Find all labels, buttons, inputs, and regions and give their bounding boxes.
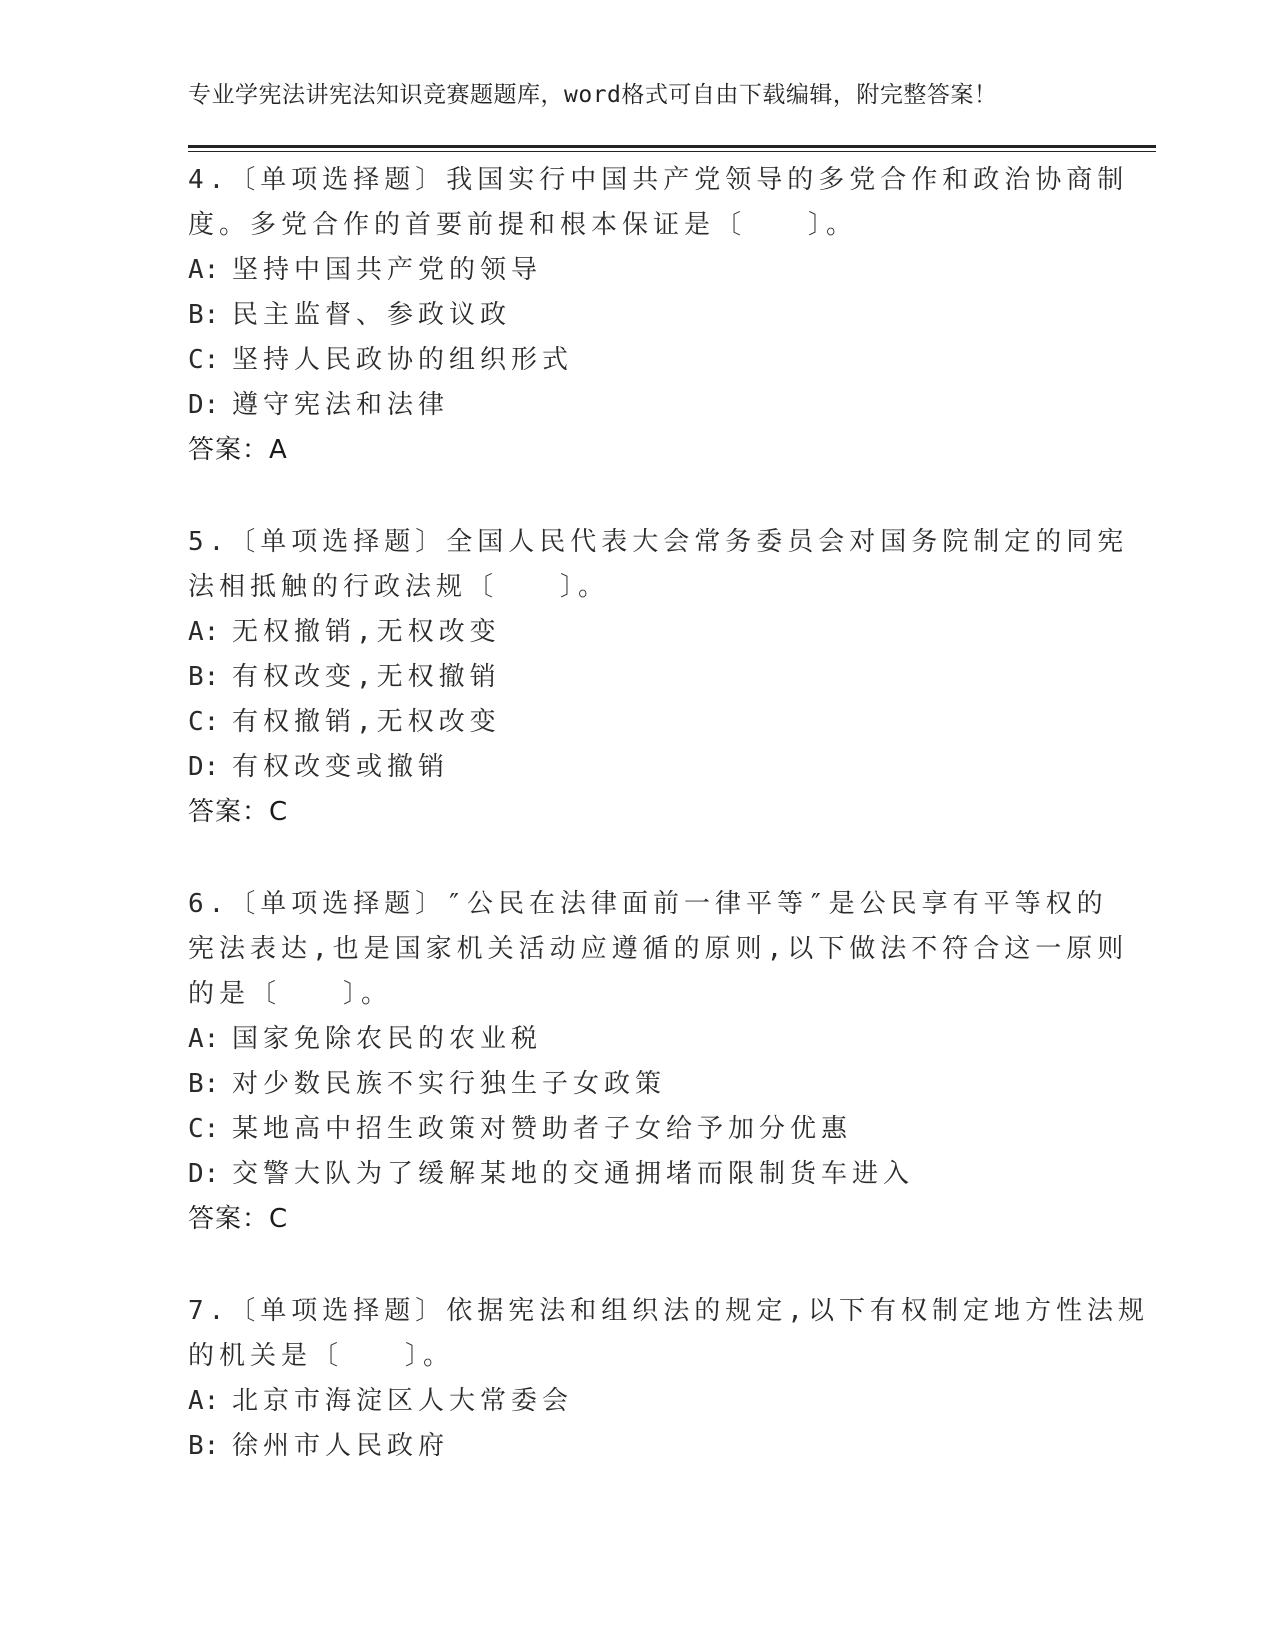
- header-rule-thin: [188, 151, 1156, 152]
- option-letter: C:: [188, 345, 220, 375]
- option-text: 交警大队为了缓解某地的交通拥堵而限制货车进入: [232, 1159, 915, 1189]
- option-text: 坚持人民政协的组织形式: [232, 345, 574, 375]
- page-header: 专业学宪法讲宪法知识竞赛题题库，word格式可自由下载编辑，附完整答案！: [188, 82, 998, 108]
- question-text-line: 6.〔单项选择题〕″公民在法律面前一律平等″是公民享有平等权的: [188, 889, 1108, 919]
- option-letter: B:: [188, 1069, 220, 1099]
- question-block: [188, 520, 1129, 835]
- option-text: 有权改变或撤销: [232, 752, 450, 782]
- answer-line: 答案：C: [188, 1204, 289, 1234]
- answer-line: 答案：C: [188, 797, 289, 827]
- option-row: [188, 745, 1088, 790]
- option-text: 北京市海淀区人大常委会: [232, 1386, 574, 1416]
- question-text-line: 4.〔单项选择题〕我国实行中国共产党领导的多党合作和政治协商制: [188, 165, 1129, 195]
- option-text: 国家免除农民的农业税: [232, 1024, 543, 1054]
- option-row: [188, 1379, 1088, 1424]
- question-block: [188, 1289, 1149, 1469]
- option-letter: A:: [188, 1024, 220, 1054]
- question-text-line: 度。多党合作的首要前提和根本保证是〔 〕。: [188, 210, 858, 240]
- option-row: [188, 383, 1088, 428]
- option-text: 对少数民族不实行独生子女政策: [232, 1069, 667, 1099]
- option-row: [188, 338, 1088, 383]
- option-row: [188, 1107, 1088, 1152]
- option-row: [188, 700, 1088, 745]
- option-text: 徐州市人民政府: [232, 1431, 450, 1461]
- option-letter: C:: [188, 1114, 220, 1144]
- question-text-line: 法相抵触的行政法规〔 〕。: [188, 572, 610, 602]
- option-text: 无权撤销,无权改变: [232, 617, 501, 647]
- question-text-line: 5.〔单项选择题〕全国人民代表大会常务委员会对国务院制定的同宪: [188, 527, 1129, 557]
- option-text: 某地高中招生政策对赞助者子女给予加分优惠: [232, 1114, 853, 1144]
- question-block: [188, 158, 1129, 473]
- question-text-line: 宪法表达,也是国家机关活动应遵循的原则,以下做法不符合这一原则: [188, 934, 1129, 964]
- option-letter: D:: [188, 752, 220, 782]
- option-letter: B:: [188, 300, 220, 330]
- question-text-line: 7.〔单项选择题〕依据宪法和组织法的规定,以下有权制定地方性法规: [188, 1296, 1149, 1326]
- option-letter: B:: [188, 662, 220, 692]
- option-text: 有权改变,无权撤销: [232, 662, 501, 692]
- option-letter: C:: [188, 707, 220, 737]
- option-row: [188, 610, 1088, 655]
- option-text: 有权撤销,无权改变: [232, 707, 501, 737]
- option-row: [188, 248, 1088, 293]
- option-letter: A:: [188, 255, 220, 285]
- option-row: [188, 1017, 1088, 1062]
- option-row: [188, 655, 1088, 700]
- option-row: [188, 1152, 1088, 1197]
- header-rule-thick: [188, 145, 1156, 148]
- option-letter: B:: [188, 1431, 220, 1461]
- option-letter: A:: [188, 1386, 220, 1416]
- option-letter: D:: [188, 390, 220, 420]
- option-letter: D:: [188, 1159, 220, 1189]
- answer-line: 答案：A: [188, 435, 288, 465]
- question-text-line: 的是〔 〕。: [188, 979, 393, 1009]
- question-text-line: 的机关是〔 〕。: [188, 1341, 455, 1371]
- question-block: [188, 882, 1129, 1242]
- option-text: 坚持中国共产党的领导: [232, 255, 543, 285]
- option-row: [188, 293, 1088, 338]
- question-list: [188, 158, 1149, 1516]
- option-row: [188, 1062, 1088, 1107]
- option-text: 民主监督、参政议政: [232, 300, 512, 330]
- option-row: [188, 1424, 1088, 1469]
- option-text: 遵守宪法和法律: [232, 390, 450, 420]
- option-letter: A:: [188, 617, 220, 647]
